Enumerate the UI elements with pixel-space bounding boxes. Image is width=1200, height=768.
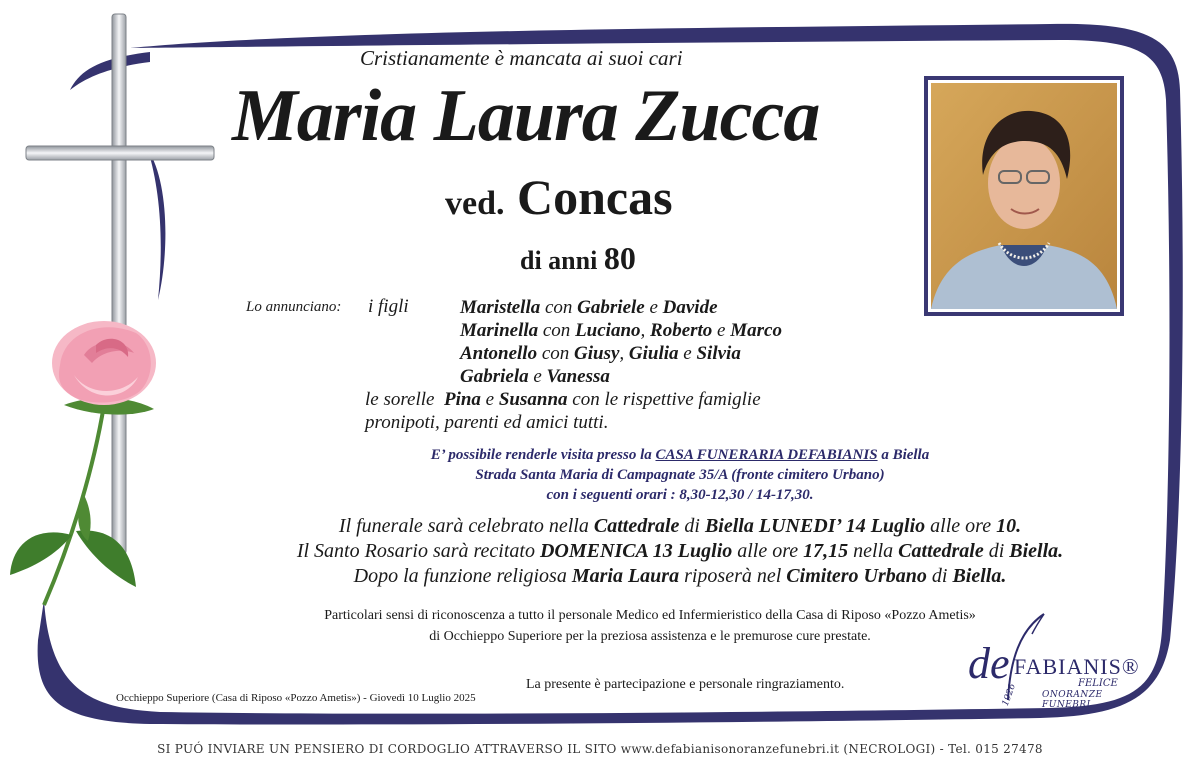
family-name: Giulia: [628, 343, 679, 364]
widow-of-line: [445, 170, 673, 225]
connector: con: [538, 320, 576, 341]
funeral-line-1: [200, 514, 1160, 539]
sisters-label: le sorelle: [365, 389, 435, 410]
family-name: Antonello: [460, 343, 538, 364]
family-line: [460, 365, 610, 388]
family-name: Roberto: [650, 320, 713, 341]
family-name: Davide: [662, 297, 718, 318]
family-name: Gabriela: [460, 366, 529, 387]
others-line: pronipoti, parenti ed amici tutti.: [365, 412, 609, 433]
visit-info: [330, 445, 1030, 505]
family-line: [460, 296, 718, 319]
intro-text: Cristianamente è mancata ai suoi cari: [360, 46, 683, 70]
logo-felice: FELICE: [1078, 678, 1118, 689]
connector: ,: [640, 320, 651, 341]
widow-surname: Concas: [517, 169, 673, 225]
text: Il funerale sarà celebrato nella: [338, 515, 594, 537]
family-name: Marinella: [460, 320, 539, 341]
family-name: Maristella: [460, 297, 541, 318]
text: Biella LUNEDI’ 14 Luglio: [704, 515, 926, 537]
connector: ,: [619, 343, 629, 364]
text: Cattedrale: [898, 540, 984, 562]
defabianis-logo: [960, 610, 1140, 710]
family-name: Vanessa: [546, 366, 610, 387]
announcement-label: Lo annunciano:: [246, 299, 342, 315]
thanks-line-2: di Occhieppo Superiore per la preziosa assistenza e le premurose cure prestate.: [429, 629, 871, 644]
visit-line-3: con i seguenti orari : 8,30-12,30 / 14-17,30.: [546, 487, 814, 503]
children-label: i figli: [368, 296, 409, 317]
family-name: Luciano: [575, 320, 641, 341]
text: riposerà nel: [679, 565, 787, 587]
family-name: Marco: [730, 320, 782, 341]
text: Biella.: [952, 565, 1007, 587]
thanks-text: [290, 605, 1010, 647]
text: 10.: [996, 515, 1022, 537]
participation-note: La presente è partecipazione e personale ringraziamento.: [526, 677, 845, 692]
family-line: [460, 319, 782, 342]
funeral-line-2: [200, 539, 1160, 564]
connector: e: [480, 389, 499, 410]
family-name: Pina: [443, 389, 481, 410]
funeral-info: [200, 514, 1160, 589]
connector: e: [678, 343, 697, 364]
portrait-photo: [924, 76, 1124, 316]
text: 17,15: [803, 540, 849, 562]
connector: con: [537, 343, 575, 364]
text: Il Santo Rosario sarà recitato: [296, 540, 540, 562]
text: nella: [848, 540, 899, 562]
text: DOMENICA 13 Luglio: [539, 540, 733, 562]
text: Maria Laura: [571, 565, 680, 587]
family-name: Susanna: [498, 389, 568, 410]
family-name: Giusy: [574, 343, 620, 364]
sisters-line: [365, 388, 761, 411]
thanks-line-1: Particolari sensi di riconoscenza a tutto il personale Medico ed Infermieristico della Casa di Riposo «Pozzo Ametis»: [324, 608, 976, 623]
funeral-home-link[interactable]: CASA FUNERARIA DEFABIANIS: [655, 447, 878, 463]
text: Cattedrale: [593, 515, 680, 537]
age-prefix: di anni: [520, 246, 598, 275]
visit-text: E’ possibile renderle visita presso la: [430, 447, 656, 463]
visit-line-2: Strada Santa Maria di Campagnate 35/A (fronte cimitero Urbano): [475, 467, 885, 483]
place-date: Occhieppo Superiore (Casa di Riposo «Pozzo Ametis») - Giovedì 10 Luglio 2025: [116, 692, 476, 704]
footer-contact: SI PUÓ INVIARE UN PENSIERO DI CORDOGLIO ATTRAVERSO IL SITO www.defabianisonoranzefunebri.it (NECROLOGI) - Tel. 015 27478: [157, 742, 1043, 756]
widow-prefix: ved.: [445, 185, 505, 222]
logo-tagline: ONORANZE FUNEBRI: [1042, 690, 1103, 710]
logo-brand: FABIANIS®: [1014, 654, 1140, 679]
connector: e: [528, 366, 547, 387]
logo-script: de: [968, 639, 1010, 688]
text: Cimitero Urbano: [786, 565, 927, 587]
connector: con: [540, 297, 578, 318]
age-line: [520, 240, 636, 277]
deceased-name: Maria Laura Zucca: [232, 75, 820, 157]
connector: e: [644, 297, 663, 318]
text: di: [679, 515, 705, 537]
text: Biella.: [1009, 540, 1064, 562]
connector: e: [712, 320, 731, 341]
rose-icon: [4, 305, 174, 615]
text: alle ore: [732, 540, 804, 562]
family-name: Gabriele: [577, 297, 645, 318]
visit-line-1: [330, 445, 1030, 465]
family-line: [460, 342, 741, 365]
family-name: Silvia: [696, 343, 741, 364]
age-value: 80: [603, 240, 636, 276]
text: di: [926, 565, 953, 587]
connector: con le rispettive famiglie: [567, 389, 761, 410]
text: Dopo la funzione religiosa: [353, 565, 572, 587]
visit-text: a Biella: [877, 447, 930, 463]
text: di: [983, 540, 1010, 562]
text: alle ore: [925, 515, 997, 537]
logo-year: 1926: [1000, 682, 1019, 708]
funeral-line-3: [200, 564, 1160, 589]
